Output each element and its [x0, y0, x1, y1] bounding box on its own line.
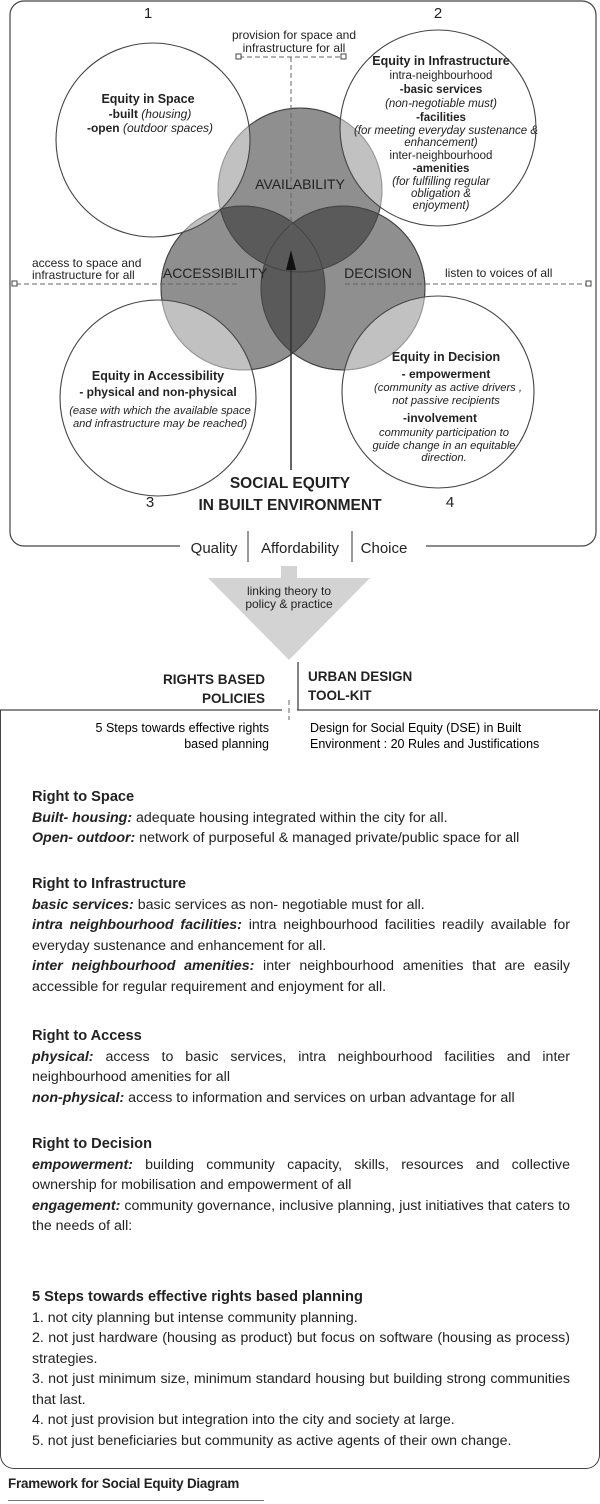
infra-line-6: enhancement): [404, 137, 478, 149]
provision-note-line-2: infrastructure for all: [242, 41, 346, 55]
right-to-access-title: Right to Access: [32, 1028, 142, 1044]
rights-heading-line-1: RIGHTS BASED: [162, 672, 265, 687]
intra-facilities-item: intra neighbourhood facilities: intra neighbourhood facilities readily available for everyday sustenance and enhancement for all.: [32, 917, 571, 954]
access-line-1: - physical and non-physical: [79, 385, 237, 399]
section-five-steps: [32, 1287, 570, 1451]
center-title-line-1: SOCIAL EQUITY: [229, 475, 351, 492]
quality-label: Quality: [190, 540, 238, 557]
provision-note-line-1: provision for space and: [231, 28, 357, 42]
decision-line-3: not passive recipients: [392, 395, 500, 407]
decision-line-4: -involvement: [402, 411, 478, 425]
figure-caption: Framework for Social Equity Diagram: [8, 1476, 240, 1491]
right-to-infrastructure-title: Right to Infrastructure: [32, 876, 187, 892]
infra-line-3: (non-negotiable must): [385, 98, 497, 110]
step-item-2: 2. not just hardware (housing as product) but focus on software (housing as process) strategies.: [32, 1330, 570, 1367]
rights-subheading-line-1: 5 Steps towards effective rights: [95, 721, 269, 735]
physical-item: physical: access to basic services, intra neighbourhood facilities and inter neighbourhood amenities for all: [32, 1048, 570, 1085]
infra-line-4: -facilities: [416, 112, 466, 124]
affordability-label: Affordability: [260, 540, 340, 557]
step-item-1: 1. not city planning but intense community planning.: [32, 1309, 358, 1326]
non-physical-item: non-physical: access to information and services on urban advantage for all: [32, 1089, 515, 1106]
quadrant-number-2: 2: [433, 5, 443, 22]
framework-diagram: [0, 0, 600, 720]
panel-subheadings: [1, 710, 599, 770]
section-right-to-infrastructure: [32, 874, 570, 997]
built-housing-item: Built- housing: adequate housing integrated within the city for all.: [32, 809, 448, 826]
open-outdoor-item: Open- outdoor: network of purposeful & managed private/public space for all: [32, 830, 520, 846]
toolkit-heading-line-1: URBAN DESIGN: [308, 669, 413, 684]
section-right-to-space: [32, 787, 570, 849]
access-line-2: (ease with which the available space: [69, 405, 251, 417]
venn-label-availability: AVAILABILITY: [255, 176, 345, 192]
decision-line-5: community participation to: [379, 427, 509, 439]
venn-label-accessibility: ACCESSIBILITY: [162, 265, 268, 281]
caption-rule: [8, 1500, 264, 1501]
decision-line-1: - empowerment: [401, 367, 491, 381]
access-title: Equity in Accessibility: [91, 369, 225, 383]
five-steps-title: 5 Steps towards effective rights based planning: [32, 1289, 363, 1305]
step-item-4: 4. not just provision but integration into the city and society at large.: [32, 1412, 455, 1428]
infra-line-2: -basic services: [399, 84, 483, 96]
engagement-item: engagement: community governance, inclusive planning, just initiatives that caters to the needs of all:: [32, 1197, 570, 1234]
choice-label: Choice: [360, 540, 408, 557]
listen-note: listen to voices of all: [445, 266, 553, 280]
access-line-3: and infrastructure may be reached): [72, 418, 248, 430]
circle-equity-space: [56, 43, 250, 237]
access-note-line-1: access to space and: [32, 256, 142, 270]
center-title-line-2: IN BUILT ENVIRONMENT: [198, 497, 382, 514]
toolkit-subheading-line-1: Design for Social Equity (DSE) in Built: [310, 721, 522, 735]
infra-line-11: enjoyment): [412, 200, 470, 212]
inter-amenities-item: inter neighbourhood amenities: inter neighbourhood amenities that are easily accessible for regular requirement and enjoyment for all.: [32, 958, 570, 995]
access-note-line-2: infrastructure for all: [32, 268, 135, 282]
infra-line-8: -amenities: [412, 163, 470, 175]
basic-services-item: basic services: basic services as non- negotiable must for all.: [32, 896, 425, 913]
decision-line-6: guide change in an equitable: [372, 440, 516, 452]
infra-line-9: (for fulfilling regular: [392, 176, 490, 188]
funnel-text-line-1: linking theory to: [246, 584, 332, 598]
quadrant-number-4: 4: [445, 494, 455, 511]
space-built-line: -built (housing): [108, 107, 192, 121]
decision-line-2: (community as active drivers ,: [374, 382, 522, 394]
toolkit-heading-line-2: TOOL-KIT: [308, 688, 372, 703]
empowerment-item: empowerment: building community capacity, skills, resources and collective ownership for mobilisation and empowerment of all: [32, 1156, 570, 1193]
section-right-to-decision: [32, 1134, 570, 1237]
step-item-3: 3. not just minimum size, minimum standard housing but building strong communities that last.: [32, 1371, 570, 1408]
infra-title: Equity in Infrastructure: [372, 54, 510, 68]
toolkit-subheading-line-2: Environment : 20 Rules and Justifications: [310, 737, 540, 751]
quadrant-number-1: 1: [143, 5, 153, 22]
infra-line-10: obligation &: [410, 188, 472, 200]
rights-subheading-line-2: based planning: [184, 737, 269, 751]
rights-heading-line-2: POLICIES: [201, 691, 265, 706]
space-title: Equity in Space: [101, 92, 195, 106]
quadrant-number-3: 3: [145, 494, 155, 511]
right-to-decision-title: Right to Decision: [32, 1136, 152, 1152]
right-to-space-title: Right to Space: [32, 789, 135, 805]
infra-line-1: intra-neighbourhood: [389, 70, 493, 82]
decision-title: Equity in Decision: [391, 350, 501, 364]
infra-line-7: inter-neighbourhood: [389, 150, 493, 162]
infra-line-5: (for meeting everyday sustenance &: [353, 125, 539, 137]
step-item-5: 5. not just beneficiaries but community as active agents of their own change.: [32, 1432, 512, 1449]
venn-label-decision: DECISION: [344, 265, 412, 281]
decision-line-7: direction.: [421, 452, 467, 464]
funnel-stem: [281, 566, 297, 578]
section-right-to-access: [32, 1026, 570, 1108]
space-open-line: -open (outdoor spaces): [86, 121, 214, 135]
funnel-text-line-2: policy & practice: [245, 597, 333, 611]
